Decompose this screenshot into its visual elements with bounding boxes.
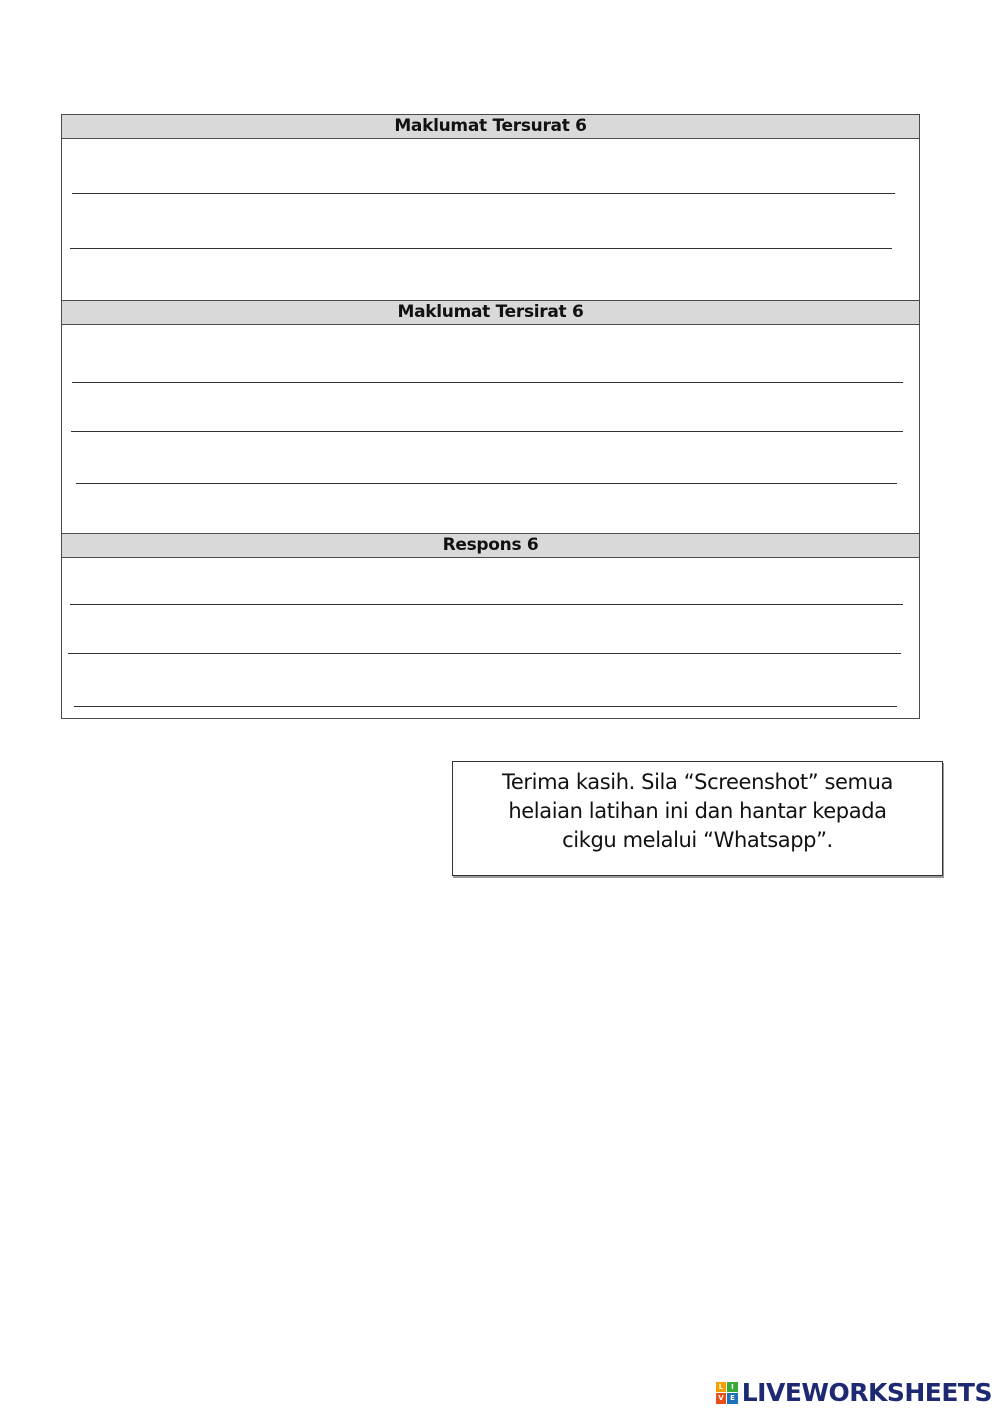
section-body-tersirat[interactable] bbox=[62, 325, 919, 533]
closing-note-line-1: Terima kasih. Sila “Screenshot” semua bbox=[502, 770, 893, 794]
logo-tile: E bbox=[727, 1393, 738, 1404]
section-body-tersurat[interactable] bbox=[62, 139, 919, 300]
closing-note-box bbox=[452, 761, 943, 876]
section-header-tersurat: Maklumat Tersurat 6 bbox=[62, 115, 919, 139]
logo-tile: L bbox=[716, 1382, 727, 1393]
answer-line[interactable] bbox=[70, 604, 903, 605]
section-header-respons: Respons 6 bbox=[62, 533, 919, 558]
answer-line[interactable] bbox=[71, 431, 903, 432]
liveworksheets-wordmark: LIVEWORKSHEETS bbox=[741, 1378, 992, 1407]
logo-tile: V bbox=[716, 1393, 727, 1404]
liveworksheets-logo-icon bbox=[716, 1382, 738, 1404]
answer-line[interactable] bbox=[72, 193, 895, 194]
answer-line[interactable] bbox=[76, 483, 897, 484]
section-body-respons[interactable] bbox=[62, 558, 919, 718]
closing-note-line-3: cikgu melalui “Whatsapp”. bbox=[562, 828, 833, 852]
answer-line[interactable] bbox=[74, 706, 897, 707]
logo-tile: I bbox=[727, 1382, 738, 1393]
closing-note-line-2: helaian latihan ini dan hantar kepada bbox=[508, 799, 887, 823]
answer-line[interactable] bbox=[68, 653, 901, 654]
answer-line[interactable] bbox=[70, 248, 892, 249]
section-header-tersirat: Maklumat Tersirat 6 bbox=[62, 300, 919, 325]
answer-line[interactable] bbox=[72, 382, 903, 383]
liveworksheets-brand bbox=[716, 1378, 992, 1407]
worksheet-table bbox=[61, 114, 920, 719]
